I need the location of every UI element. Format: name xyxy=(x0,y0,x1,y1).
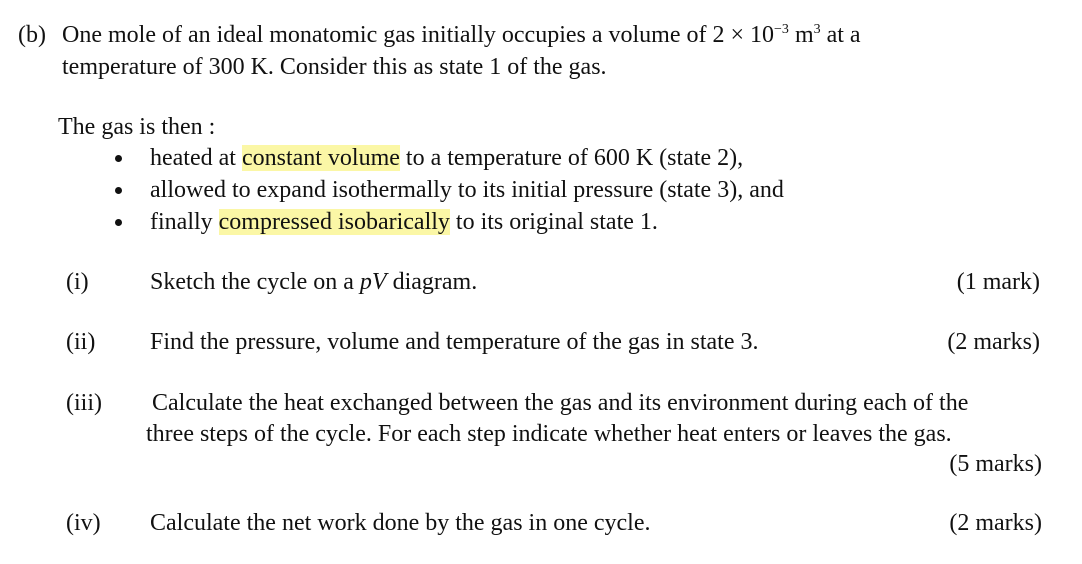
step-1: heated at constant volume to a temperature of 600 K (state 2), xyxy=(150,145,744,171)
question-num-ii: (ii) xyxy=(66,329,96,355)
question-marks-iv: (2 marks) xyxy=(949,510,1042,536)
part-label: (b) xyxy=(18,22,46,48)
bullet-2 xyxy=(115,187,122,194)
step-2: allowed to expand isothermally to its initial pressure (state 3), and xyxy=(150,177,784,203)
question-text-iii-line2: three steps of the cycle. For each step indicate whether heat enters or leaves the gas. xyxy=(146,421,952,447)
question-num-iv: (iv) xyxy=(66,510,101,536)
question-marks-iii: (5 marks) xyxy=(949,451,1042,477)
intro-line-2: temperature of 300 K. Consider this as state 1 of the gas. xyxy=(62,54,607,80)
step-3: finally compressed isobarically to its original state 1. xyxy=(150,209,658,235)
question-text-iii-line1: Calculate the heat exchanged between the gas and its environment during each of the xyxy=(152,390,969,416)
intro-line-1: One mole of an ideal monatomic gas initially occupies a volume of $2 \times 10^{-3}$ $m^3$ at a xyxy=(62,22,861,48)
highlight-constant-volume: constant volume xyxy=(241,145,400,171)
question-text-ii: Find the pressure, volume and temperature of the gas in state 3. xyxy=(150,329,759,355)
question-num-iii: (iii) xyxy=(66,390,102,416)
question-text-i: Sketch the cycle on a pV diagram. xyxy=(150,269,478,295)
question-marks-ii: (2 marks) xyxy=(947,329,1040,355)
question-marks-i: (1 mark) xyxy=(956,269,1040,295)
highlight-compressed-isobarically: compressed isobarically xyxy=(218,209,450,235)
lead-in: The gas is then : xyxy=(58,114,216,140)
bullet-1 xyxy=(115,155,122,162)
question-num-i: (i) xyxy=(66,269,89,295)
question-text-iv: Calculate the net work done by the gas in one cycle. xyxy=(150,510,651,536)
bullet-3 xyxy=(115,219,122,226)
